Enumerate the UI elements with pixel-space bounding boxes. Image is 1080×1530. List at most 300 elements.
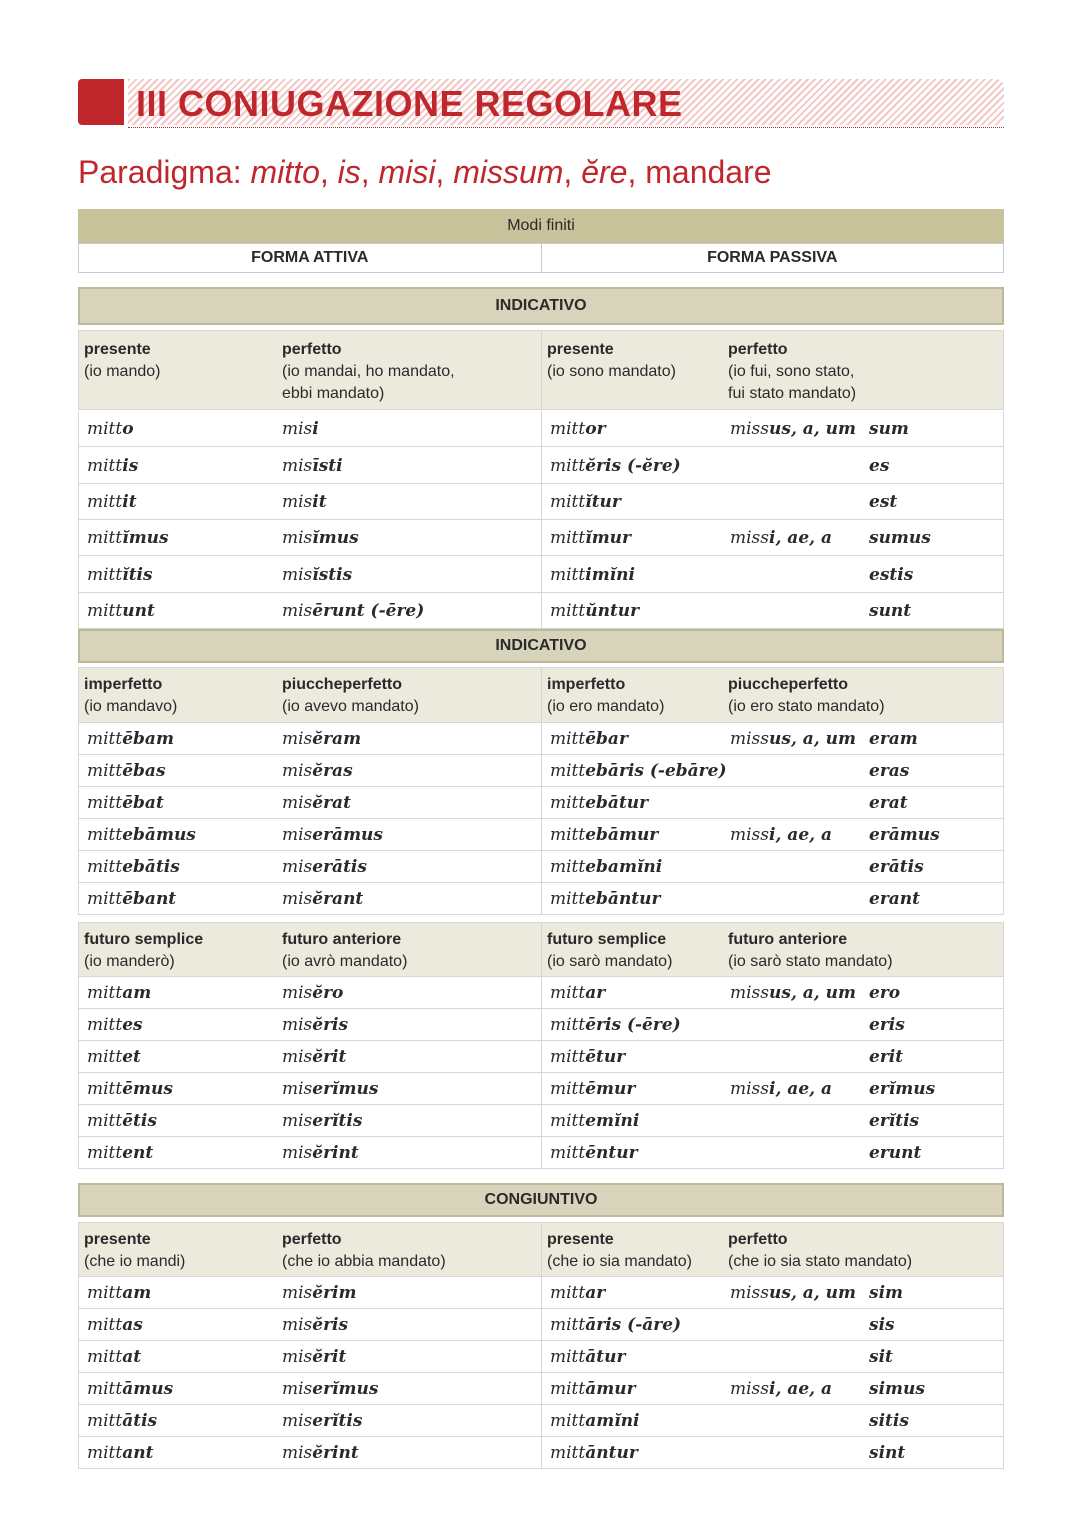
tense-gloss: (io sarò mandato): [547, 953, 673, 970]
tense-gloss: (che io sia mandato): [547, 1253, 692, 1270]
verb-form-cell: [87, 1442, 153, 1464]
verb-form-cell: [550, 1442, 638, 1464]
verb-stem: mitt: [87, 1379, 123, 1399]
verb-ending: sitis: [869, 1411, 909, 1431]
verb-form-cell: [87, 1282, 151, 1304]
verb-stem: mis: [282, 1111, 313, 1131]
verb-ending: ētis: [122, 1111, 157, 1131]
verb-ending: ēbas: [122, 761, 166, 781]
verb-ending: ant: [122, 1443, 154, 1463]
tense-gloss: (io sarò stato mandato): [728, 953, 893, 970]
verb-form-cell: [87, 792, 164, 814]
verb-ending: sit: [869, 1347, 893, 1367]
verb-stem: mitt: [550, 793, 586, 813]
verb-ending: simus: [869, 1379, 925, 1399]
verb-form-cell: [282, 491, 327, 513]
verb-form-cell: [282, 728, 361, 750]
tense-name: perfetto: [728, 341, 788, 358]
table-row: [78, 1073, 1004, 1105]
verb-stem: mitt: [87, 1443, 123, 1463]
verb-ending: ĕrint: [312, 1443, 359, 1463]
verb-stem: mitt: [550, 1015, 586, 1035]
verb-form-cell: [87, 760, 166, 782]
verb-form-cell: [87, 1078, 173, 1100]
verb-form-cell: [282, 1142, 359, 1164]
verb-stem: mitt: [87, 601, 123, 621]
verb-form-cell: [282, 1410, 362, 1432]
verb-ending: ĕrim: [312, 1283, 357, 1303]
table-row: [78, 1105, 1004, 1137]
verb-form-cell: [282, 1346, 346, 1368]
column-divider: [541, 1405, 542, 1436]
verb-ending: ēmus: [122, 1079, 173, 1099]
verb-ending: ēmur: [585, 1079, 636, 1099]
verb-ending: ēbant: [122, 889, 177, 909]
verb-ending: ĕrit: [312, 1047, 347, 1067]
verb-stem: mis: [282, 1015, 313, 1035]
verb-ending: āmur: [585, 1379, 636, 1399]
title-square-decoration: [78, 79, 124, 125]
verb-stem: mitt: [550, 889, 586, 909]
verb-form-cell: [282, 1314, 348, 1336]
column-divider: [541, 520, 542, 555]
verb-stem: mitt: [550, 1379, 586, 1399]
verb-form-cell: [869, 982, 900, 1004]
verb-stem: mitt: [87, 825, 123, 845]
table-row: [78, 1309, 1004, 1341]
tense-label-cell: [728, 1229, 912, 1273]
verb-ending: ĭtis: [122, 565, 153, 585]
tense-name: presente: [547, 1231, 614, 1248]
verb-form-cell: [869, 856, 924, 878]
paradigm-form: ĕre: [581, 154, 628, 190]
paradigm-form: missum: [453, 154, 564, 190]
table-row: [78, 411, 1004, 447]
verb-form-cell: [550, 792, 648, 814]
tense-header-row: [78, 922, 1004, 977]
verb-ending: ebātur: [585, 793, 649, 813]
section-heading: INDICATIVO: [78, 287, 1004, 325]
paradigm-form: misi: [378, 154, 436, 190]
verb-stem: miss: [730, 983, 770, 1003]
verb-form-cell: [87, 1014, 143, 1036]
column-divider: [541, 1223, 542, 1276]
verb-stem: mitt: [87, 456, 123, 476]
verb-ending: erĭmus: [869, 1079, 936, 1099]
page-title: III CONIUGAZIONE REGOLARE: [136, 83, 683, 124]
verb-ending: us, a, um: [769, 983, 856, 1003]
verb-ending: sunt: [869, 601, 912, 621]
verb-stem: mitt: [87, 889, 123, 909]
verb-stem: mitt: [87, 492, 123, 512]
table-row: [78, 1405, 1004, 1437]
table-row: [78, 819, 1004, 851]
tense-gloss: fui stato mandato): [728, 385, 857, 402]
verb-form-cell: [282, 888, 363, 910]
verb-form-cell: [869, 1282, 903, 1304]
tense-name: imperfetto: [84, 676, 163, 693]
tense-gloss: (io sono mandato): [547, 363, 676, 380]
column-divider: [541, 1041, 542, 1072]
verb-form-cell: [87, 564, 153, 586]
verb-ending: emĭni: [585, 1111, 640, 1131]
verb-form-cell: [550, 1110, 639, 1132]
verb-form-cell: [550, 600, 639, 622]
paradigm-label: Paradigma:: [78, 154, 251, 190]
verb-ending: sis: [869, 1315, 895, 1335]
verb-form-cell: [282, 1078, 378, 1100]
verb-ending: āntur: [585, 1443, 638, 1463]
verb-ending: it: [312, 492, 327, 512]
verb-form-cell: [282, 455, 343, 477]
verb-stem: mis: [282, 601, 313, 621]
verb-stem: mitt: [550, 1315, 586, 1335]
verb-form-cell: [282, 824, 383, 846]
verb-stem: mitt: [87, 1015, 123, 1035]
verb-form-cell: [869, 1078, 935, 1100]
tense-header-row: [78, 330, 1004, 410]
tense-name: piuccheperfetto: [728, 676, 849, 693]
verb-stem: mis: [282, 419, 313, 439]
verb-form-cell: [869, 527, 931, 549]
verb-stem: mitt: [87, 1411, 123, 1431]
verb-ending: sumus: [869, 528, 931, 548]
tense-gloss: (io avevo mandato): [282, 698, 419, 715]
verb-ending: āmus: [122, 1379, 174, 1399]
verb-form-cell: [87, 888, 176, 910]
tense-label-cell: [282, 339, 455, 405]
column-divider: [541, 883, 542, 914]
tense-gloss: (che io sia stato mandato): [728, 1253, 913, 1270]
tense-label-cell: [728, 929, 893, 973]
column-divider: [541, 1437, 542, 1468]
verb-stem: mis: [282, 1443, 313, 1463]
column-divider: [541, 668, 542, 722]
verb-form-cell: [550, 728, 628, 750]
verb-stem: mitt: [87, 761, 123, 781]
verb-stem: mitt: [87, 1283, 123, 1303]
verb-form-cell: [550, 527, 631, 549]
verb-stem: mitt: [550, 419, 586, 439]
verb-form-cell: [87, 728, 174, 750]
tense-gloss: (io mandavo): [84, 698, 178, 715]
tense-label-cell: [547, 339, 676, 383]
verb-stem: mis: [282, 528, 313, 548]
verb-form-cell: [87, 1110, 157, 1132]
column-divider: [541, 819, 542, 850]
verb-ending: erunt: [869, 1143, 922, 1163]
verb-form-cell: [87, 418, 134, 440]
verb-stem: mitt: [87, 565, 123, 585]
verb-ending: es: [869, 456, 890, 476]
verb-ending: unt: [122, 601, 155, 621]
verb-stem: mis: [282, 565, 313, 585]
verb-stem: mitt: [87, 793, 123, 813]
verb-ending: ebātis: [122, 857, 180, 877]
table-row: [78, 883, 1004, 915]
verb-ending: ĕrat: [312, 793, 351, 813]
verb-ending: imĭni: [585, 565, 635, 585]
verb-form-cell: [282, 856, 367, 878]
verb-form-cell: [869, 888, 920, 910]
table-row: [78, 1437, 1004, 1469]
tense-gloss: ebbi mandato): [282, 385, 385, 402]
verb-form-cell: [282, 982, 343, 1004]
verb-form-cell: [550, 1078, 635, 1100]
verb-ending: ĕrant: [312, 889, 364, 909]
verb-stem: mitt: [87, 983, 123, 1003]
table-row: [78, 520, 1004, 556]
verb-form-cell: [730, 728, 856, 750]
verb-stem: mis: [282, 857, 313, 877]
verb-form-cell: [87, 455, 138, 477]
verb-form-cell: [282, 760, 353, 782]
tense-gloss: (io avrò mandato): [282, 953, 408, 970]
verb-stem: mis: [282, 1315, 313, 1335]
column-divider: [541, 1309, 542, 1340]
table-row: [78, 484, 1004, 520]
verb-ending: ātur: [585, 1347, 626, 1367]
verb-ending: ĭmur: [585, 528, 631, 548]
verb-ending: erĭtis: [312, 1411, 363, 1431]
tense-header-row: [78, 1222, 1004, 1277]
verb-ending: erātis: [312, 857, 367, 877]
verb-form-cell: [87, 982, 151, 1004]
verb-stem: mitt: [550, 1347, 586, 1367]
verb-ending: ērunt (-ēre): [312, 601, 425, 621]
paradigm-meaning: mandare: [645, 154, 772, 190]
column-divider: [541, 1009, 542, 1040]
column-divider: [541, 787, 542, 818]
verb-form-cell: [550, 1014, 681, 1036]
tense-name: futuro anteriore: [282, 931, 402, 948]
verb-ending: i, ae, a: [769, 528, 832, 548]
verb-stem: miss: [730, 1283, 770, 1303]
verb-ending: ar: [585, 983, 606, 1003]
verb-form-cell: [869, 1410, 909, 1432]
verb-ending: ētur: [585, 1047, 626, 1067]
verb-form-cell: [87, 1346, 141, 1368]
verb-form-cell: [869, 728, 918, 750]
verb-ending: ebāmus: [122, 825, 196, 845]
verb-stem: mis: [282, 983, 313, 1003]
verb-stem: mitt: [550, 565, 586, 585]
verb-ending: erat: [869, 793, 908, 813]
tense-name: perfetto: [282, 1231, 342, 1248]
verb-form-cell: [550, 1282, 605, 1304]
verb-ending: ero: [869, 983, 901, 1003]
column-divider: [541, 593, 542, 628]
verb-form-cell: [550, 1314, 681, 1336]
verb-form-cell: [730, 527, 832, 549]
table-row: [78, 755, 1004, 787]
tense-name: futuro semplice: [547, 931, 667, 948]
verb-stem: mitt: [87, 1047, 123, 1067]
verb-form-cell: [550, 418, 606, 440]
verb-ending: erāmus: [869, 825, 940, 845]
tense-label-cell: [547, 929, 672, 973]
verb-stem: mitt: [550, 1443, 586, 1463]
verb-stem: mitt: [87, 857, 123, 877]
verb-form-cell: [87, 491, 137, 513]
verb-stem: mis: [282, 492, 313, 512]
tense-label-cell: [282, 929, 407, 973]
column-divider: [541, 1277, 542, 1308]
verb-ending: at: [122, 1347, 142, 1367]
verb-form-cell: [869, 418, 909, 440]
paradigm-line: Paradigma: mitto, is, misi, missum, ĕre, mandare: [78, 154, 772, 190]
verb-ending: erant: [869, 889, 920, 909]
title-banner: [78, 79, 1004, 125]
verb-form-cell: [87, 1410, 157, 1432]
verb-ending: erāmus: [312, 825, 383, 845]
verb-ending: āris (-āre): [585, 1315, 682, 1335]
verb-stem: mitt: [550, 1283, 586, 1303]
tense-gloss: (io mandai, ho mandato,: [282, 363, 455, 380]
verb-form-cell: [282, 1282, 357, 1304]
table-row: [78, 556, 1004, 593]
verb-form-cell: [550, 760, 727, 782]
verb-stem: mis: [282, 761, 313, 781]
forma-passiva-label: FORMA PASSIVA: [707, 249, 838, 266]
verb-form-cell: [869, 1314, 895, 1336]
verb-stem: mis: [282, 1047, 313, 1067]
verb-ending: or: [585, 419, 606, 439]
verb-ending: ĕrit: [312, 1347, 347, 1367]
verb-form-cell: [550, 1410, 640, 1432]
column-divider: [541, 851, 542, 882]
tense-label-cell: [547, 674, 664, 718]
verb-ending: erĭtis: [869, 1111, 920, 1131]
tense-gloss: (io mando): [84, 363, 161, 380]
verb-form-cell: [282, 1110, 362, 1132]
verb-stem: mitt: [87, 419, 123, 439]
table-row: [78, 1341, 1004, 1373]
verb-form-cell: [869, 491, 897, 513]
tense-name: piuccheperfetto: [282, 676, 403, 693]
verb-ending: i, ae, a: [769, 825, 832, 845]
verb-stem: mis: [282, 1143, 313, 1163]
verb-stem: mis: [282, 1379, 313, 1399]
verb-stem: mis: [282, 1283, 313, 1303]
tense-gloss: (io ero mandato): [547, 698, 665, 715]
verb-form-cell: [282, 1442, 359, 1464]
verb-stem: mis: [282, 456, 313, 476]
verb-ending: sum: [869, 419, 909, 439]
tense-gloss: (io fui, sono stato,: [728, 363, 855, 380]
verb-form-cell: [869, 824, 940, 846]
verb-stem: mitt: [550, 761, 586, 781]
verb-ending: ĭstis: [312, 565, 353, 585]
verb-stem: mis: [282, 1347, 313, 1367]
paradigm-form: mitto: [250, 154, 320, 190]
table-row: [78, 1277, 1004, 1309]
verb-stem: mitt: [550, 857, 586, 877]
verb-ending: erĭtis: [312, 1111, 363, 1131]
verb-ending: amĭni: [585, 1411, 640, 1431]
verb-stem: miss: [730, 729, 770, 749]
table-row: [78, 977, 1004, 1009]
verb-stem: mitt: [550, 825, 586, 845]
verb-stem: mitt: [550, 1111, 586, 1131]
verb-stem: mis: [282, 889, 313, 909]
verb-form-cell: [869, 564, 913, 586]
table-row: [78, 1137, 1004, 1169]
section-heading: CONGIUNTIVO: [78, 1183, 1004, 1217]
verb-ending: ēris (-ēre): [585, 1015, 681, 1035]
verb-ending: am: [122, 983, 152, 1003]
tense-name: perfetto: [282, 341, 342, 358]
verb-ending: ĭmus: [312, 528, 359, 548]
verb-ending: i, ae, a: [769, 1079, 832, 1099]
verb-stem: mitt: [550, 456, 586, 476]
verb-form-cell: [550, 888, 660, 910]
tense-gloss: (che io mandi): [84, 1253, 186, 1270]
table-row: [78, 1009, 1004, 1041]
verb-ending: ebāntur: [585, 889, 661, 909]
verb-form-cell: [87, 1142, 153, 1164]
verb-ending: it: [122, 492, 137, 512]
verb-form-cell: [282, 564, 352, 586]
table-row: [78, 1041, 1004, 1073]
verb-form-cell: [869, 1110, 919, 1132]
verb-form-cell: [730, 418, 856, 440]
tense-gloss: (io manderò): [84, 953, 175, 970]
verb-ending: ēbam: [122, 729, 174, 749]
column-divider: [541, 1373, 542, 1404]
tense-name: presente: [84, 341, 151, 358]
verb-form-cell: [869, 1346, 893, 1368]
column-divider: [541, 411, 542, 446]
verb-stem: miss: [730, 528, 770, 548]
verb-ending: erit: [869, 1047, 904, 1067]
verb-ending: ēbat: [122, 793, 164, 813]
verb-stem: mitt: [87, 1079, 123, 1099]
verb-form-cell: [550, 455, 681, 477]
tense-name: imperfetto: [547, 676, 626, 693]
tense-name: futuro anteriore: [728, 931, 848, 948]
verb-stem: mitt: [550, 1079, 586, 1099]
verb-stem: miss: [730, 1379, 770, 1399]
verb-form-cell: [869, 1046, 903, 1068]
modi-finiti-header: [78, 209, 1004, 243]
column-divider: [541, 556, 542, 592]
verb-form-cell: [869, 760, 909, 782]
tense-label-cell: [84, 1229, 185, 1273]
title-underline: [128, 127, 1004, 128]
tense-name: presente: [84, 1231, 151, 1248]
verb-stem: miss: [730, 825, 770, 845]
tense-gloss: (che io abbia mandato): [282, 1253, 446, 1270]
verb-form-cell: [282, 418, 319, 440]
column-divider: [541, 723, 542, 754]
verb-ending: ebamĭni: [585, 857, 663, 877]
verb-form-cell: [87, 600, 155, 622]
tense-name: perfetto: [728, 1231, 788, 1248]
verb-ending: ĕrint: [312, 1143, 359, 1163]
verb-ending: eras: [869, 761, 910, 781]
table-row: [78, 723, 1004, 755]
tense-label-cell: [282, 674, 419, 718]
tense-label-cell: [282, 1229, 446, 1273]
table-row: [78, 447, 1004, 484]
column-divider: [541, 1105, 542, 1136]
column-divider: [541, 1073, 542, 1104]
verb-stem: mitt: [87, 1143, 123, 1163]
verb-form-cell: [550, 1378, 636, 1400]
column-divider: [541, 923, 542, 976]
verb-stem: mitt: [550, 492, 586, 512]
